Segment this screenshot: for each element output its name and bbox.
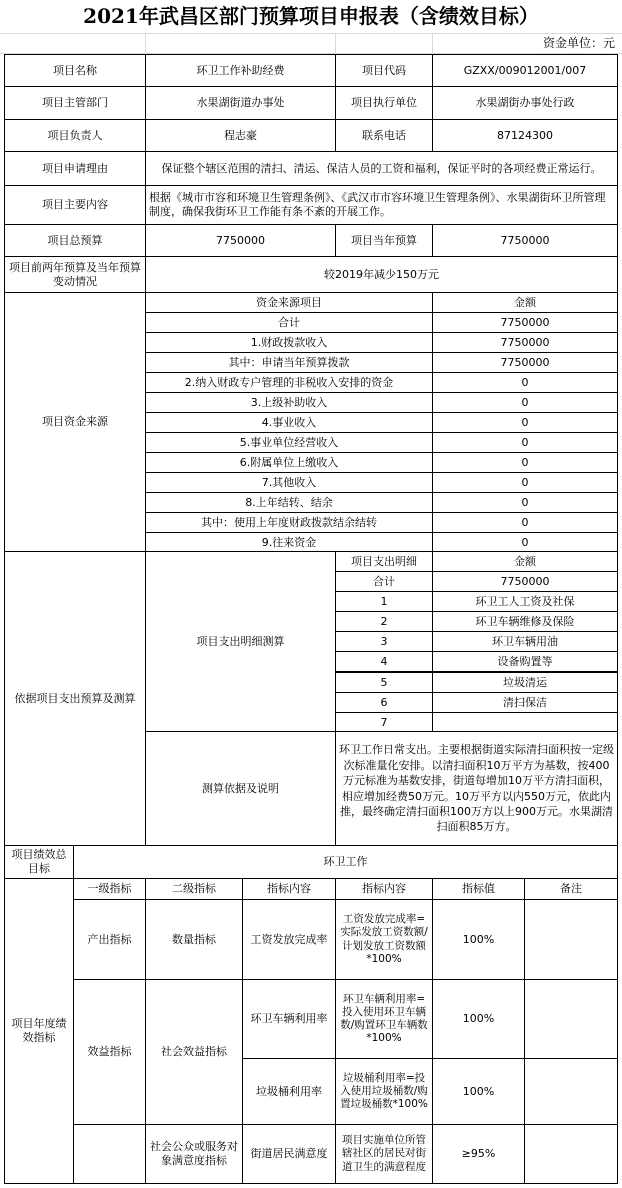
funding-amount: 0: [432, 512, 618, 533]
project-name-label: 项目名称: [4, 54, 146, 87]
satisfaction-indicator: 社会公众或服务对象满意度指标: [145, 1124, 243, 1184]
header-value: 指标值: [432, 878, 525, 900]
funding-item: 7.其他收入: [145, 472, 433, 493]
expense-item: 5: [335, 672, 433, 693]
indicator-value: 100%: [432, 899, 525, 980]
expense-item: 7: [335, 712, 433, 733]
header-content1: 指标内容: [242, 878, 336, 900]
year-budget: 7750000: [432, 224, 618, 257]
page-title: 2021年武昌区部门预算项目申报表（含绩效目标）: [83, 4, 539, 28]
output-indicator: 产出指标: [73, 899, 146, 980]
exec-unit-label: 项目执行单位: [335, 86, 433, 120]
exec-unit: 水果湖街办事处行政: [432, 86, 618, 120]
expense-item: 6: [335, 692, 433, 713]
social-indicator: 社会效益指标: [145, 979, 243, 1125]
reason: 保证整个辖区范围的清扫、清运、保洁人员的工资和福利，保证平时的各项经费正常运行。: [145, 151, 618, 186]
header-note: 备注: [524, 878, 618, 900]
indicator-note: [524, 1058, 618, 1125]
leader-label: 项目负责人: [4, 119, 146, 152]
total-budget-label: 项目总预算: [4, 224, 146, 257]
quantity-indicator: 数量指标: [145, 899, 243, 980]
content: 根据《城市市容和环境卫生管理条例》、《武汉市市容环境卫生管理条例》、水果湖街环卫所管理制度，确保我街环卫工作能有条不紊的开展工作。: [145, 185, 618, 225]
indicator-name: 街道居民满意度: [242, 1124, 336, 1184]
reason-label: 项目申请理由: [4, 151, 146, 186]
funding-amount: 0: [432, 412, 618, 433]
project-name: 环卫工作补助经费: [145, 54, 336, 87]
expense-amount: [432, 712, 618, 733]
funding-amount: 0: [432, 452, 618, 473]
dept-label: 项目主管部门: [4, 86, 146, 120]
basis-label: 测算依据及说明: [145, 731, 336, 846]
expense-item: 1: [335, 591, 433, 612]
indicator-name: 垃圾桶利用率: [242, 1058, 336, 1125]
funding-amount: 7750000: [432, 332, 618, 353]
expense-header-amount: 金额: [432, 551, 618, 572]
funding-amount: 7750000: [432, 352, 618, 373]
funding-item: 其中：申请当年预算拨款: [145, 352, 433, 373]
expense-item: 2: [335, 611, 433, 632]
indicator-note: [524, 899, 618, 980]
phone-label: 联系电话: [335, 119, 433, 152]
expense-amount: 7750000: [432, 571, 618, 592]
effect-indicator: 效益指标: [73, 979, 146, 1125]
funding-section-label: 项目资金来源: [4, 292, 146, 552]
project-code-label: 项目代码: [335, 54, 433, 87]
total-budget: 7750000: [145, 224, 336, 257]
indicator-desc: 垃圾桶利用率=投入使用垃圾桶数/购置垃圾桶数*100%: [335, 1058, 433, 1125]
goal-label: 项目绩效总目标: [4, 845, 74, 879]
indicator-desc: 项目实施单位所管辖社区的居民对街道卫生的满意程度: [335, 1124, 433, 1184]
header-content2: 指标内容: [335, 878, 433, 900]
project-code: GZXX/009012001/007: [432, 54, 618, 87]
expense-item: 4: [335, 651, 433, 672]
funding-item: 6.附属单位上缴收入: [145, 452, 433, 473]
phone: 87124300: [432, 119, 618, 152]
currency-unit: 资金单位：元: [542, 36, 615, 50]
dept: 水果湖街道办事处: [145, 86, 336, 120]
funding-item: 2.纳入财政专户管理的非税收入安排的资金: [145, 372, 433, 393]
expense-amount: 垃圾清运: [432, 672, 618, 693]
gridline: [335, 33, 336, 54]
funding-amount: 0: [432, 372, 618, 393]
funding-item: 3.上级补助收入: [145, 392, 433, 413]
funding-amount: 0: [432, 532, 618, 553]
funding-amount: 0: [432, 472, 618, 493]
indicator-note: [524, 1124, 618, 1184]
year-budget-label: 项目当年预算: [335, 224, 433, 257]
header-level2: 二级指标: [145, 878, 243, 900]
content-label: 项目主要内容: [4, 185, 146, 225]
indicator-desc: 工资发放完成率=实际发放工资数额/计划发放工资数额*100%: [335, 899, 433, 980]
indicator-name: 工资发放完成率: [242, 899, 336, 980]
expense-detail-label: 项目支出明细测算: [145, 551, 336, 732]
expense-section-label: 依据项目支出预算及测算: [4, 551, 146, 846]
indicator-section-label: 项目年度绩效指标: [4, 878, 74, 1184]
expense-amount: 环卫车辆维修及保险: [432, 611, 618, 632]
basis: 环卫工作日常支出。主要根据街道实际清扫面积按一定级次标准量化安排。以清扫面积10万平方为基数，按400万元标准为基数安排，街道每增加10万平方清扫面积，相应增加经费50万元。10万平方以内550万元，依此内推，最终确定清扫面积100万方以上900万元。水果湖清扫面积85万方。: [335, 731, 618, 846]
expense-amount: 清扫保洁: [432, 692, 618, 713]
funding-item: 其中：使用上年度财政拨款结余结转: [145, 512, 433, 533]
funding-item: 9.往来资金: [145, 532, 433, 553]
expense-item: 合计: [335, 571, 433, 592]
indicator-value: 100%: [432, 979, 525, 1059]
gridline: [145, 33, 146, 54]
indicator-desc: 环卫车辆利用率=投入使用环卫车辆数/购置环卫车辆数*100%: [335, 979, 433, 1059]
funding-item: 合计: [145, 312, 433, 333]
expense-amount: 环卫工人工资及社保: [432, 591, 618, 612]
indicator-value: 100%: [432, 1058, 525, 1125]
expense-item: 3: [335, 631, 433, 652]
funding-item: 8.上年结转、结余: [145, 492, 433, 513]
funding-header-amount: 金额: [432, 292, 618, 313]
expense-amount: 环卫车辆用油: [432, 631, 618, 652]
gridline: [432, 33, 433, 54]
indicator-value: ≥95%: [432, 1124, 525, 1184]
header-level1: 一级指标: [73, 878, 146, 900]
leader: 程志豪: [145, 119, 336, 152]
funding-item: 1.财政拨款收入: [145, 332, 433, 353]
goal: 环卫工作: [73, 845, 618, 879]
funding-amount: 0: [432, 432, 618, 453]
funding-item: 4.事业收入: [145, 412, 433, 433]
funding-amount: 7750000: [432, 312, 618, 333]
expense-header-item: 项目支出明细: [335, 551, 433, 572]
indicator-note: [524, 979, 618, 1059]
funding-item: 5.事业单位经营收入: [145, 432, 433, 453]
funding-header-item: 资金来源项目: [145, 292, 433, 313]
expense-amount: 设备购置等: [432, 651, 618, 672]
budget-change-label: 项目前两年预算及当年预算变动情况: [4, 256, 146, 293]
funding-amount: 0: [432, 492, 618, 513]
budget-change: 较2019年减少150万元: [145, 256, 618, 293]
indicator-name: 环卫车辆利用率: [242, 979, 336, 1059]
satisfaction-l1: [73, 1124, 146, 1184]
funding-amount: 0: [432, 392, 618, 413]
